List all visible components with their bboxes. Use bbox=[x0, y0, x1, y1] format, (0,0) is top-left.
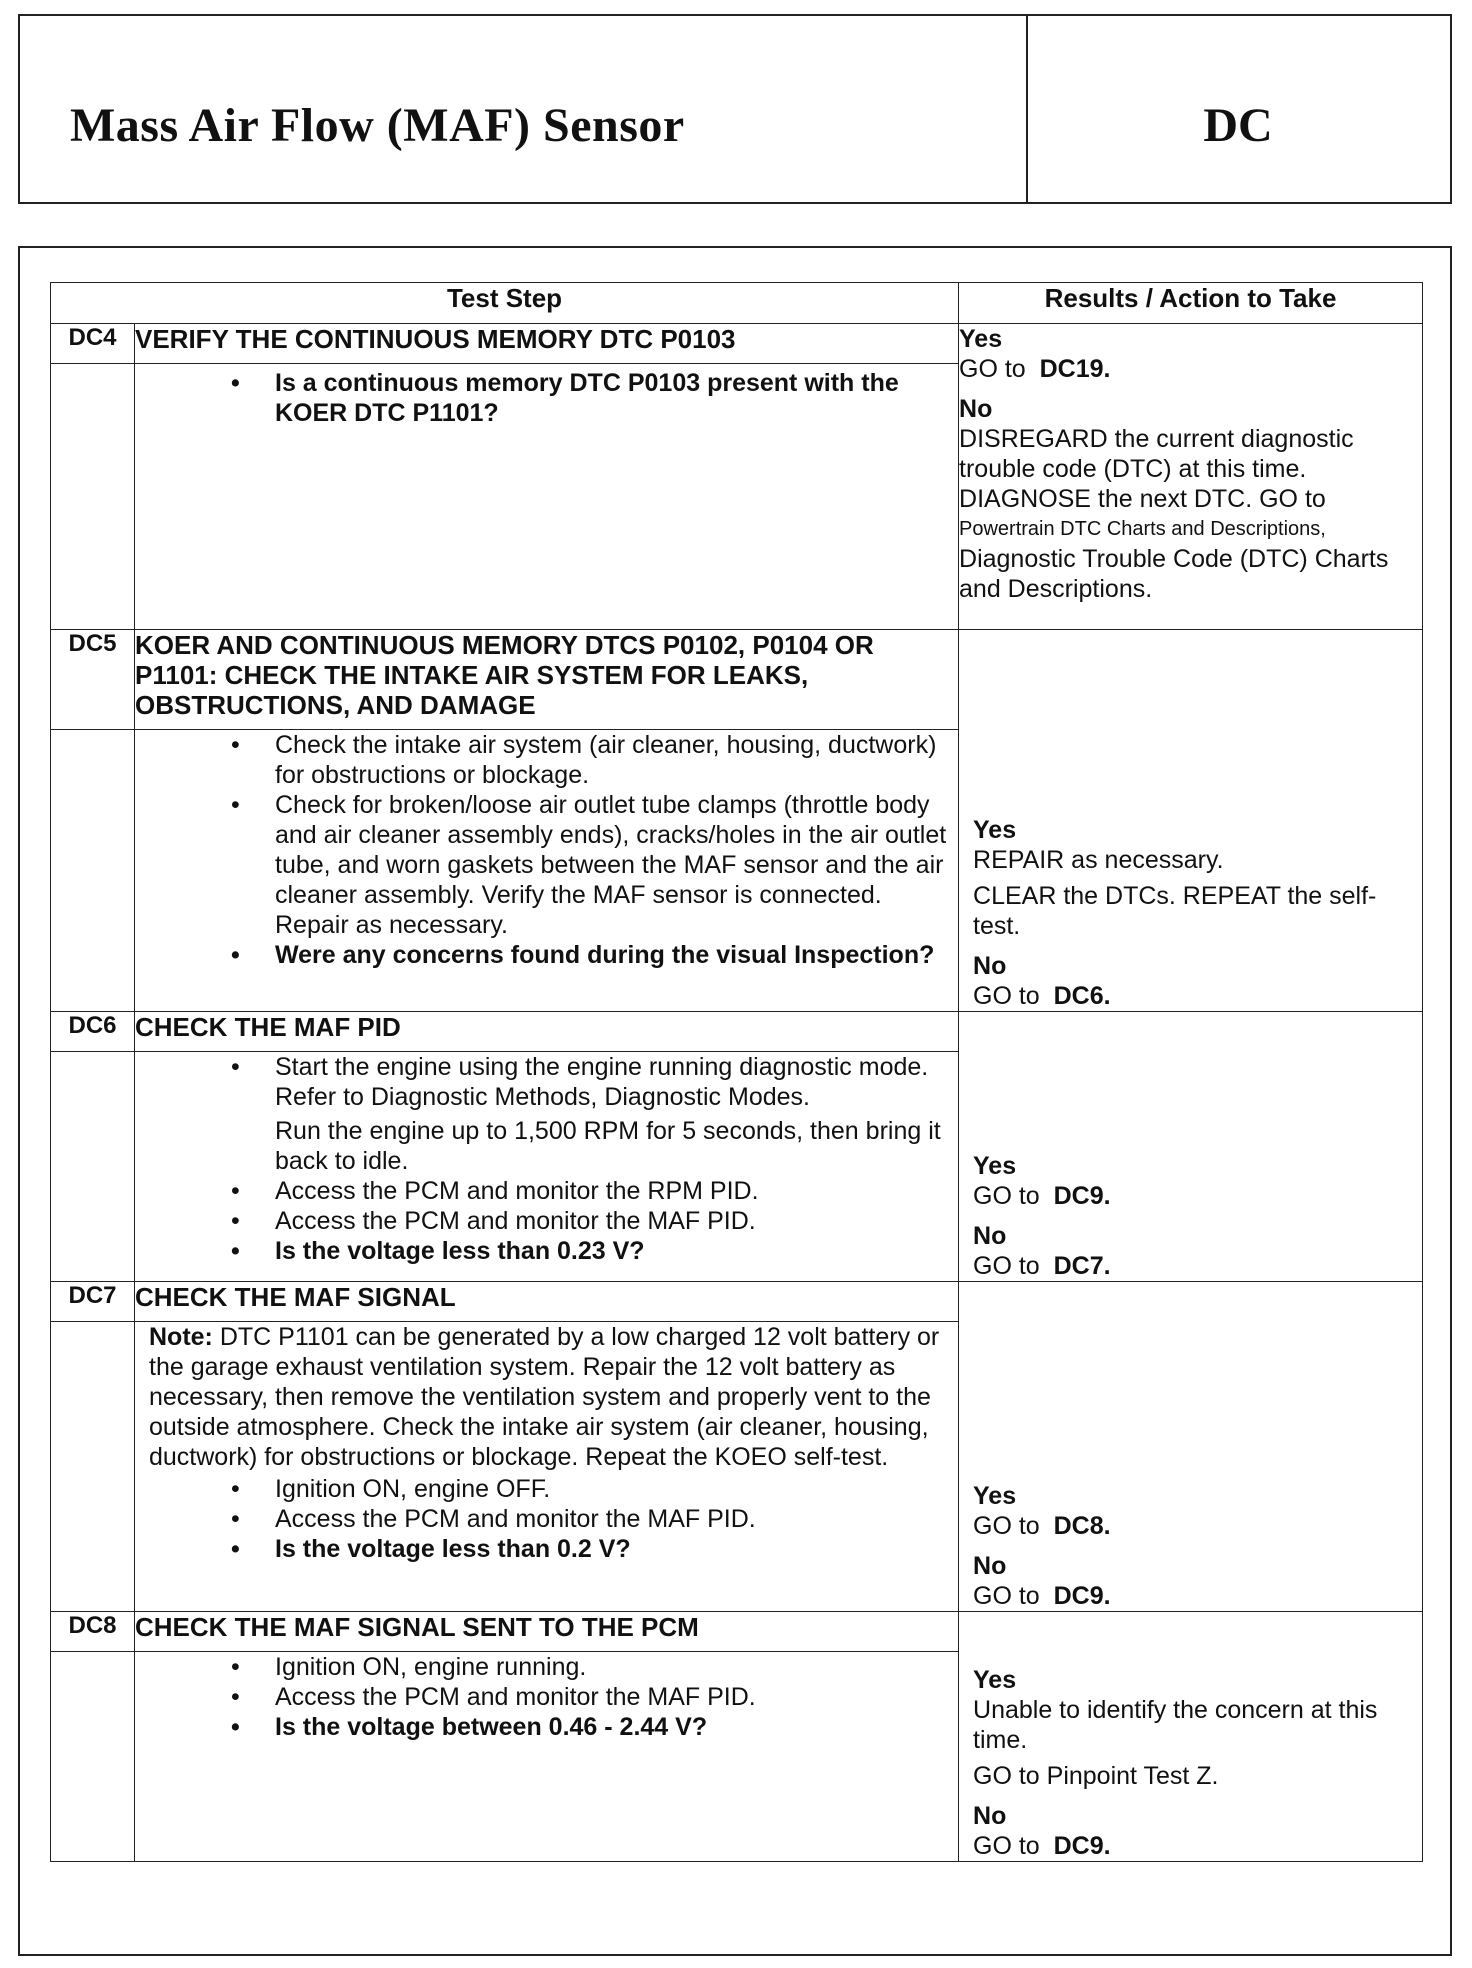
yes-label: Yes bbox=[973, 1666, 1017, 1694]
goto-code: DC8. bbox=[1053, 1512, 1111, 1540]
no-label: No bbox=[959, 395, 993, 423]
no-label: No bbox=[973, 952, 1007, 980]
yes-action: GO to DC19. bbox=[959, 355, 1111, 383]
instruction-bullet: • Access the PCM and monitor the MAF PID. bbox=[135, 1206, 958, 1236]
no-label: No bbox=[973, 1552, 1007, 1580]
question-bullet: • Is the voltage between 0.46 - 2.44 V? bbox=[135, 1712, 958, 1742]
yes-label: Yes bbox=[959, 325, 1003, 353]
no-action: GO to DC7. bbox=[973, 1252, 1111, 1280]
step-id: DC7 bbox=[51, 1282, 135, 1322]
step-body bbox=[135, 1652, 959, 1862]
step-id: DC6 bbox=[51, 1012, 135, 1052]
yes-label: Yes bbox=[973, 1152, 1017, 1180]
col-header-results: Results / Action to Take bbox=[959, 283, 1423, 324]
goto-code: DC7. bbox=[1053, 1252, 1111, 1280]
yes-action-2: GO to Pinpoint Test Z. bbox=[973, 1762, 1219, 1790]
question-bullet: • Is the voltage less than 0.2 V? bbox=[135, 1534, 958, 1564]
step-id: DC8 bbox=[51, 1612, 135, 1652]
note-label: Note: bbox=[149, 1323, 213, 1351]
question-bullet: • Is the voltage less than 0.23 V? bbox=[135, 1236, 958, 1266]
question-bullet: • Is a continuous memory DTC P0103 present with the KOER DTC P1101? bbox=[135, 368, 958, 428]
note-text: Note: DTC P1101 can be generated by a low charged 12 volt battery or the garage exhaust ventilation system. Repair the 12 volt battery as necessary, then remove the ventilation system and properly vent to the outside atmosphere. Check the intake air system (air cleaner, housing, ductwork) for obstructions or blockage. Repeat the KOEO self-test. bbox=[149, 1323, 940, 1471]
step-body bbox=[135, 364, 959, 630]
no-label: No bbox=[973, 1222, 1007, 1250]
step-title: CHECK THE MAF PID bbox=[135, 1012, 959, 1052]
table-header-row bbox=[51, 283, 1423, 324]
goto-code: DC6. bbox=[1053, 982, 1111, 1010]
instruction-bullet: • Access the PCM and monitor the MAF PID. bbox=[135, 1682, 958, 1712]
goto-code: DC9. bbox=[1053, 1182, 1111, 1210]
section-code: DC bbox=[1203, 99, 1273, 152]
step-body bbox=[135, 730, 959, 1012]
goto-code: DC9. bbox=[1053, 1582, 1111, 1610]
page-header bbox=[18, 14, 1452, 204]
instruction-bullet: • Ignition ON, engine OFF. bbox=[135, 1474, 958, 1504]
yes-action-2: CLEAR the DTCs. REPEAT the self-test. bbox=[973, 882, 1377, 940]
step-dc4-results bbox=[959, 324, 1423, 630]
step-body bbox=[135, 1052, 959, 1282]
step-id: DC5 bbox=[51, 630, 135, 730]
step-dc8-title-row bbox=[51, 1612, 1423, 1652]
yes-action: Unable to identify the concern at this time. bbox=[973, 1696, 1378, 1754]
col-header-test-step: Test Step bbox=[51, 283, 959, 324]
instruction-bullet: • Check for broken/loose air outlet tube clamps (throttle body and air cleaner assembly ends), cracks/holes in the air outlet tube, and worn gaskets between the MAF sensor and the air cleaner assembly. Verify the MAF sensor is connected. Repair as necessary. bbox=[135, 790, 958, 940]
step-title: CHECK THE MAF SIGNAL SENT TO THE PCM bbox=[135, 1612, 959, 1652]
instruction-bullet: • Start the engine using the engine running diagnostic mode. Refer to Diagnostic Methods, Diagnostic Modes. bbox=[135, 1052, 958, 1112]
no-label: No bbox=[973, 1802, 1007, 1830]
step-dc5-results bbox=[959, 630, 1423, 1012]
step-dc7-results bbox=[959, 1282, 1423, 1612]
question-bullet: • Were any concerns found during the visual Inspection? bbox=[135, 940, 958, 970]
yes-label: Yes bbox=[973, 816, 1017, 844]
test-step-table bbox=[50, 282, 1423, 1862]
yes-action: GO to DC9. bbox=[973, 1182, 1111, 1210]
step-id: DC4 bbox=[51, 324, 135, 364]
no-action-ref: Powertrain DTC Charts and Descriptions, bbox=[959, 518, 1326, 540]
yes-label: Yes bbox=[973, 1482, 1017, 1510]
yes-action: REPAIR as necessary. bbox=[973, 846, 1224, 874]
step-title: KOER AND CONTINUOUS MEMORY DTCS P0102, P0104 OR P1101: CHECK THE INTAKE AIR SYSTEM FOR LEAKS, OBSTRUCTIONS, AND DAMAGE bbox=[135, 630, 959, 730]
step-dc6-title-row bbox=[51, 1012, 1423, 1052]
instruction-bullet: • Check the intake air system (air cleaner, housing, ductwork) for obstructions or blockage. bbox=[135, 730, 958, 790]
no-action: DISREGARD the current diagnostic trouble code (DTC) at this time. DIAGNOSE the next DTC. GO to Powertrain DTC Charts and Descriptions, Diagnostic Trouble Code (DTC) Charts and Descriptions. bbox=[959, 424, 1422, 604]
step-dc7-title-row bbox=[51, 1282, 1423, 1322]
instruction-bullet: • Access the PCM and monitor the MAF PID. bbox=[135, 1504, 958, 1534]
step-dc6-results bbox=[959, 1012, 1423, 1282]
step-dc5-title-row bbox=[51, 630, 1423, 730]
instruction-bullet: • Ignition ON, engine running. bbox=[135, 1652, 958, 1682]
step-dc8-results bbox=[959, 1612, 1423, 1862]
goto-code: DC19. bbox=[1039, 355, 1111, 383]
step-title: VERIFY THE CONTINUOUS MEMORY DTC P0103 bbox=[135, 324, 959, 364]
yes-action: GO to DC8. bbox=[973, 1512, 1111, 1540]
no-action: GO to DC9. bbox=[973, 1832, 1111, 1860]
step-body bbox=[135, 1322, 959, 1612]
step-dc4-title-row bbox=[51, 324, 1423, 364]
no-action-ref-2: Diagnostic Trouble Code (DTC) Charts and Descriptions. bbox=[959, 545, 1389, 603]
no-action: GO to DC6. bbox=[973, 982, 1111, 1010]
instruction-bullet: • Access the PCM and monitor the RPM PID. bbox=[135, 1176, 958, 1206]
no-action: GO to DC9. bbox=[973, 1582, 1111, 1610]
instruction-continuation: Run the engine up to 1,500 RPM for 5 seconds, then bring it back to idle. bbox=[275, 1117, 941, 1175]
page-title: Mass Air Flow (MAF) Sensor bbox=[70, 99, 685, 152]
goto-code: DC9. bbox=[1053, 1832, 1111, 1860]
step-title: CHECK THE MAF SIGNAL bbox=[135, 1282, 959, 1322]
